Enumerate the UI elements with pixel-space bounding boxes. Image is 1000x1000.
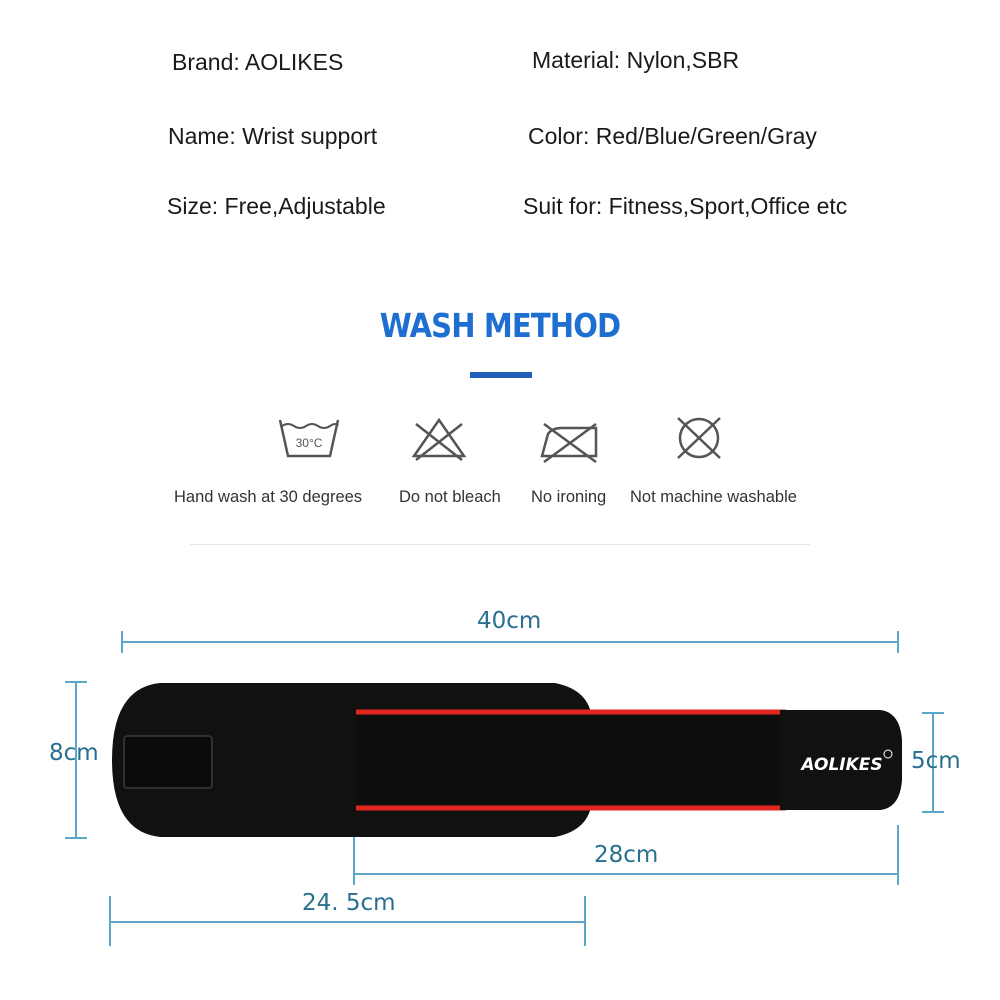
dim-label-strap-height: 5cm <box>911 748 961 774</box>
wash-label-no-bleach: Do not bleach <box>399 488 501 506</box>
spec-suit-for: Suit for: Fitness,Sport,Office etc <box>523 193 848 219</box>
velcro-tab <box>124 736 212 788</box>
spec-size: Size: Free,Adjustable <box>167 193 386 219</box>
wash-label-hand-wash: Hand wash at 30 degrees <box>174 488 363 506</box>
spec-material: Material: Nylon,SBR <box>532 47 740 73</box>
elastic-strap <box>356 710 786 810</box>
wash-label-no-ironing: No ironing <box>531 488 607 506</box>
dim-label-height: 8cm <box>49 740 99 766</box>
spec-color: Color: Red/Blue/Green/Gray <box>528 123 817 149</box>
dim-label-body-length: 24. 5cm <box>302 890 396 916</box>
spec-brand: Brand: AOLIKES <box>172 49 344 75</box>
wash-label-no-machine-wash: Not machine washable <box>630 488 797 506</box>
dim-label-strap-length: 28cm <box>594 842 659 868</box>
wash-method-title: WASH METHOD <box>379 306 621 345</box>
wash-temp-text: 30°C <box>295 436 323 450</box>
spec-name: Name: Wrist support <box>168 123 378 149</box>
aolikes-logo: AOLIKES <box>801 755 883 775</box>
dim-label-total-length: 40cm <box>477 608 542 634</box>
